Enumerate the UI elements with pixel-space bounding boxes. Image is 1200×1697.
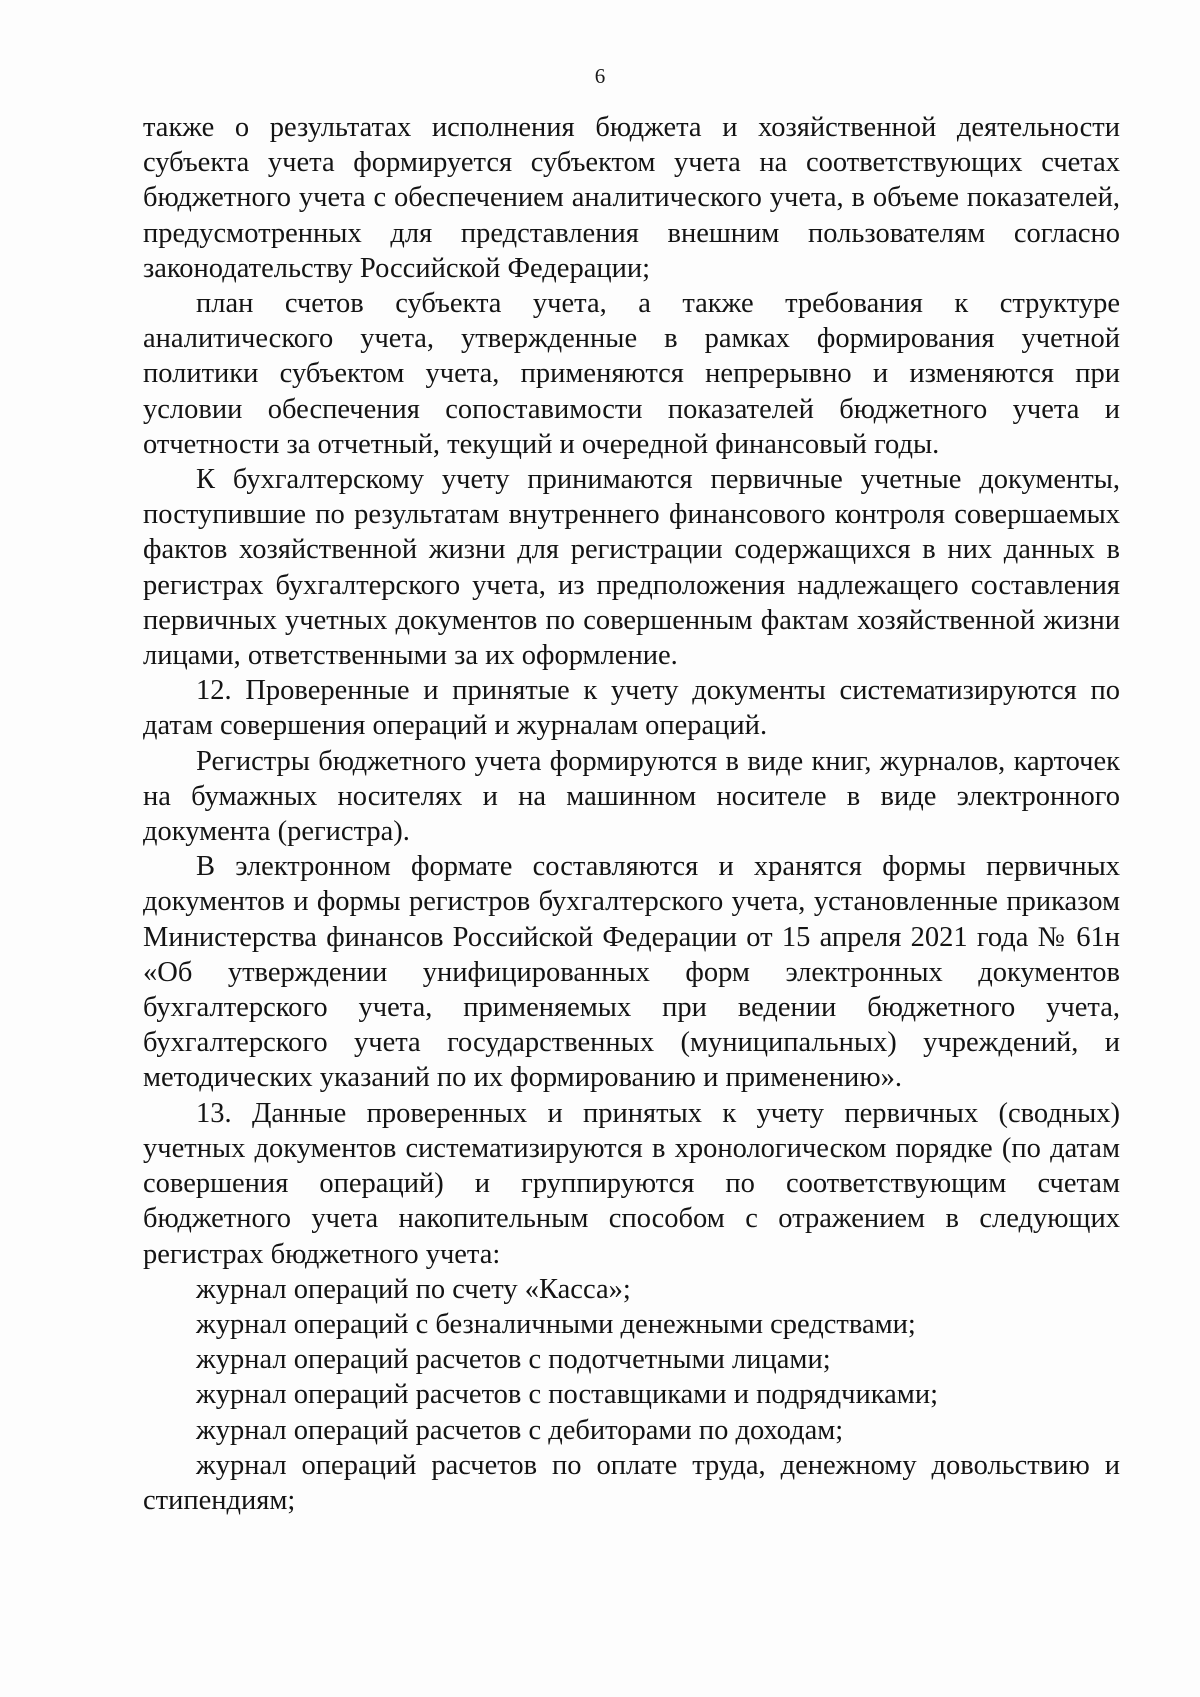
paragraph-item-12: 12. Проверенные и принятые к учету документы систематизируются по датам совершения операций и журналам операций. — [143, 675, 1120, 742]
page-number: 6 — [594, 64, 606, 88]
list-item: журнал операций расчетов с подотчетными лицами; — [196, 1344, 831, 1376]
paragraph-registers: Регистры бюджетного учета формируются в виде книг, журналов, карточек на бумажных носителях и на машинном носителе в виде электронного документа (регистра). — [143, 745, 1120, 848]
paragraph-primary-documents: К бухгалтерскому учету принимаются первичные учетные документы, поступившие по результатам внутреннего финансового контроля совершаемых фактов хозяйственной жизни для регистрации содержащихся в них данных в регистрах бухгалтерского учета, из предположения надлежащего составления первичных учетных документов по совершенным фактам хозяйственной жизни лицами, ответственными за их оформление. — [143, 464, 1120, 672]
list-item: журнал операций по счету «Касса»; — [196, 1273, 631, 1305]
list-item: журнал операций расчетов с дебиторами по доходам; — [196, 1414, 844, 1446]
list-item: журнал операций с безналичными денежными средствами; — [196, 1308, 916, 1340]
document-body — [143, 110, 1120, 1518]
paragraph-budget-results: также о результатах исполнения бюджета и хозяйственной деятельности субъекта учета формируется субъектом учета на соответствующих счетах бюджетного учета с обеспечением аналитического учета, в объеме показателей, предусмотренных для представления внешним пользователям согласно законодательству Российской Федерации; — [143, 112, 1120, 284]
list-item: журнал операций расчетов с поставщиками и подрядчиками; — [196, 1379, 938, 1411]
paragraph-item-13: 13. Данные проверенных и принятых к учету первичных (сводных) учетных документов систематизируются в хронологическом порядке (по датам совершения операций) и группируются по соответствующим счетам бюджетного учета накопительным способом с отражением в следующих регистрах бюджетного учета: — [143, 1097, 1120, 1270]
list-item: журнал операций расчетов по оплате труда, денежному довольствию и стипендиям; — [143, 1449, 1120, 1516]
paragraph-electronic-format: В электронном формате составляются и хранятся формы первичных документов и формы регистров бухгалтерского учета, установленные приказом Министерства финансов Российской Федерации от 15 апреля 2021 года № 61н «Об утверждении унифицированных форм электронных документов бухгалтерского учета, применяемых при ведении бюджетного учета, бухгалтерского учета государственных (муниципальных) учреждений, и методических указаний по их формированию и применению». — [143, 851, 1120, 1094]
paragraph-chart-of-accounts: план счетов субъекта учета, а также требования к структуре аналитического учета, утвержденные в рамках формирования учетной политики субъектом учета, применяются непрерывно и изменяются при условии обеспечения сопоставимости показателей бюджетного учета и отчетности за отчетный, текущий и очередной финансовый годы. — [143, 288, 1120, 460]
